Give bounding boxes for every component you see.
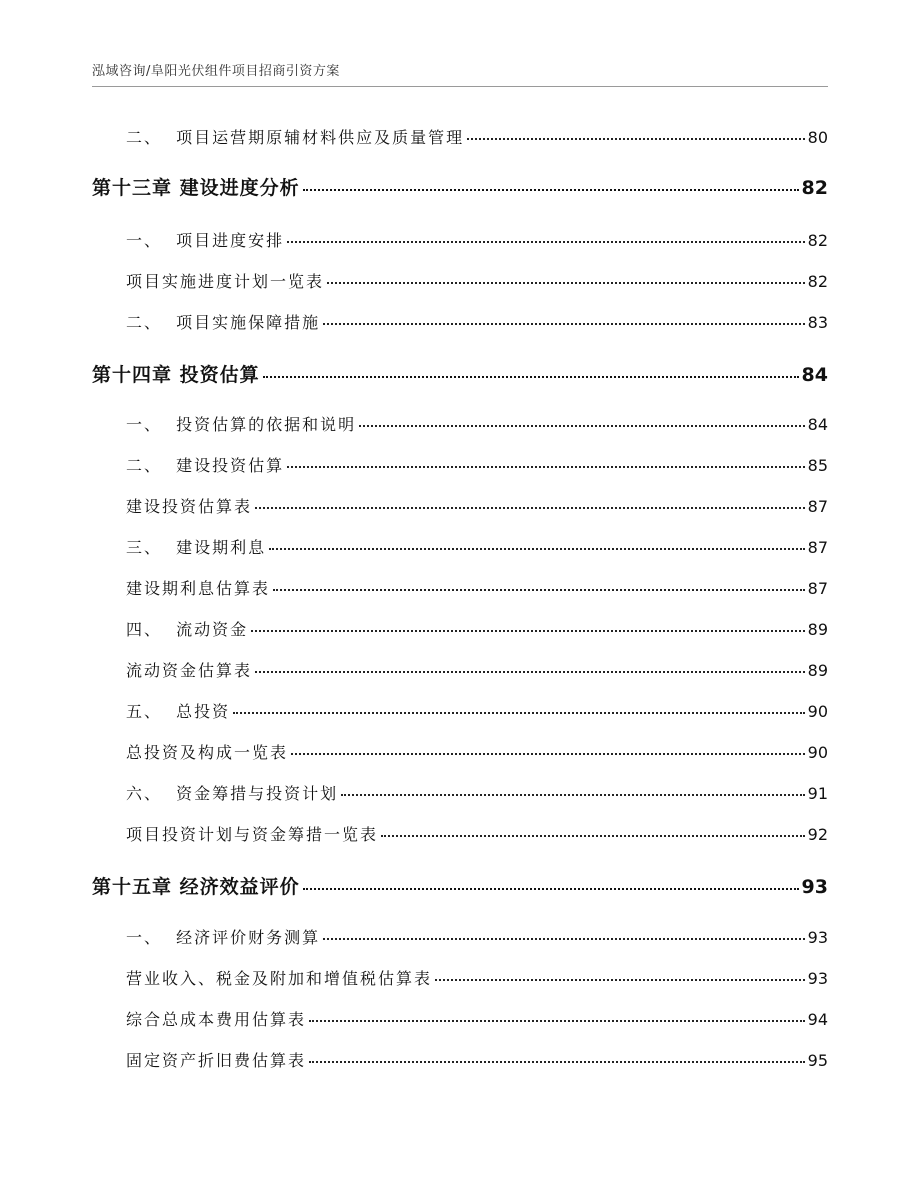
toc-entry-title: 三、 建设期利息 [126,538,267,557]
toc-section-entry[interactable] [92,310,828,333]
toc-page-number: 80 [807,128,828,147]
toc-page-number: 87 [807,579,828,598]
toc-section-entry[interactable] [92,822,828,845]
toc-dot-leader [323,938,804,940]
toc-page-number: 82 [807,231,828,250]
toc-chapter-entry[interactable] [92,360,828,387]
toc-entry-title: 建设投资估算表 [126,497,253,516]
toc-page-number: 90 [807,743,828,762]
toc-section-entry[interactable] [92,125,828,148]
toc-dot-leader [303,888,799,890]
toc-section-entry[interactable] [92,535,828,558]
toc-page-number: 92 [807,825,828,844]
toc-entry-title: 第十三章 建设进度分析 [92,177,300,199]
toc-section-entry[interactable] [92,699,828,722]
toc-entry-title: 六、 资金筹措与投资计划 [126,784,339,803]
toc-section-entry[interactable] [92,228,828,251]
toc-page-number: 91 [807,784,828,803]
toc-section-entry[interactable] [92,453,828,476]
toc-entry-title: 二、 项目实施保障措施 [126,313,321,332]
toc-entry-title: 流动资金估算表 [126,661,253,680]
toc-page-number: 89 [807,661,828,680]
toc-dot-leader [467,138,804,140]
running-header: 泓域咨询/阜阳光伏组件项目招商引资方案 [92,64,340,79]
toc-dot-leader [269,548,804,550]
toc-entry-title: 总投资及构成一览表 [126,743,289,762]
toc-section-entry[interactable] [92,966,828,989]
toc-section-entry[interactable] [92,925,828,948]
toc-dot-leader [381,835,805,837]
toc-entry-title: 二、 项目运营期原辅材料供应及质量管理 [126,128,465,147]
toc-page-number: 82 [801,177,828,199]
toc-dot-leader [303,189,799,191]
toc-page-number: 83 [807,313,828,332]
toc-dot-leader [233,712,804,714]
toc-entry-title: 营业收入、税金及附加和增值税估算表 [126,969,433,988]
toc-dot-leader [287,466,804,468]
toc-dot-leader [327,282,805,284]
toc-entry-title: 综合总成本费用估算表 [126,1010,307,1029]
toc-page-number: 90 [807,702,828,721]
toc-entry-title: 二、 建设投资估算 [126,456,285,475]
toc-entry-title: 四、 流动资金 [126,620,249,639]
toc-page-number: 93 [801,876,828,898]
toc-dot-leader [309,1061,805,1063]
toc-page-number: 95 [807,1051,828,1070]
toc-section-entry[interactable] [92,658,828,681]
toc-section-entry[interactable] [92,412,828,435]
toc-dot-leader [291,753,805,755]
toc-entry-title: 一、 经济评价财务测算 [126,928,321,947]
toc-dot-leader [255,671,805,673]
toc-section-entry[interactable] [92,269,828,292]
toc-dot-leader [255,507,805,509]
toc-page-number: 93 [807,969,828,988]
toc-chapter-entry[interactable] [92,872,828,899]
toc-section-entry[interactable] [92,740,828,763]
toc-entry-title: 固定资产折旧费估算表 [126,1051,307,1070]
toc-section-entry[interactable] [92,494,828,517]
toc-entry-title: 一、 投资估算的依据和说明 [126,415,357,434]
toc-page-number: 85 [807,456,828,475]
toc-entry-title: 一、 项目进度安排 [126,231,285,250]
toc-page-number: 87 [807,497,828,516]
toc-dot-leader [273,589,805,591]
toc-section-entry[interactable] [92,1007,828,1030]
toc-entry-title: 项目实施进度计划一览表 [126,272,325,291]
toc-dot-leader [359,425,804,427]
toc-page-number: 82 [807,272,828,291]
toc-page-number: 94 [807,1010,828,1029]
header-divider [92,86,828,87]
toc-dot-leader [309,1020,805,1022]
toc-section-entry[interactable] [92,781,828,804]
toc-page-number: 89 [807,620,828,639]
toc-entry-title: 建设期利息估算表 [126,579,271,598]
toc-page-number: 84 [807,415,828,434]
toc-entry-title: 第十四章 投资估算 [92,364,260,386]
toc-section-entry[interactable] [92,617,828,640]
toc-dot-leader [251,630,804,632]
toc-entry-title: 第十五章 经济效益评价 [92,876,300,898]
toc-dot-leader [435,979,805,981]
toc-section-entry[interactable] [92,1048,828,1071]
toc-page-number: 84 [801,364,828,386]
toc-dot-leader [323,323,804,325]
toc-dot-leader [341,794,804,796]
toc-page-number: 93 [807,928,828,947]
toc-chapter-entry[interactable] [92,173,828,200]
toc-entry-title: 五、 总投资 [126,702,231,721]
toc-page-number: 87 [807,538,828,557]
toc-entry-title: 项目投资计划与资金筹措一览表 [126,825,379,844]
toc-section-entry[interactable] [92,576,828,599]
toc-dot-leader [287,241,804,243]
toc-dot-leader [263,376,799,378]
